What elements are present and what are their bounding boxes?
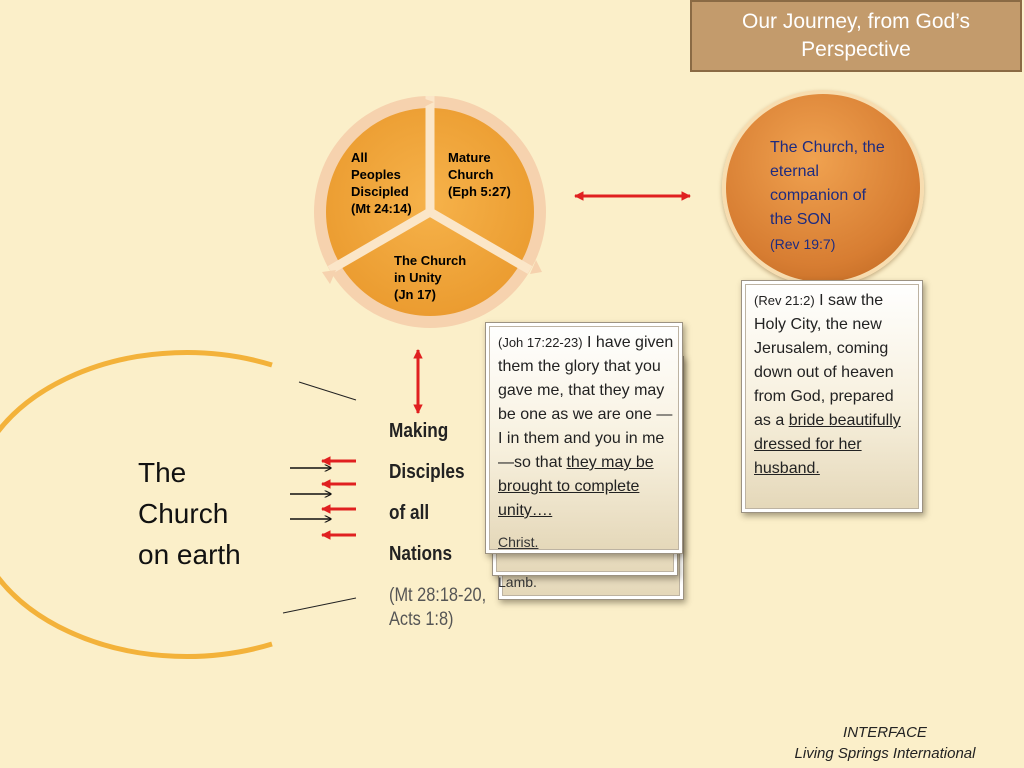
back-card-fragment: Christ.: [498, 534, 539, 550]
making-disciples-text: [389, 414, 484, 578]
son-line: companion of: [770, 187, 867, 204]
segment-line: The Church: [394, 253, 467, 268]
footer-line-2: Living Springs International: [794, 745, 976, 762]
making-line: Nations: [389, 543, 453, 565]
title-line-2: Perspective: [801, 38, 911, 61]
title-box: [690, 0, 1022, 72]
footer: [770, 722, 1000, 764]
segment-line: in Unity: [394, 270, 442, 285]
son-circle-text: [770, 136, 920, 256]
john-card-text: I have given them the glory that you gave me, that they may be one as we are one — I in them and you in me—so that: [498, 334, 674, 471]
making-line: Making: [389, 420, 449, 442]
segment-line: Mature: [448, 150, 491, 165]
footer-line-1: INTERFACE: [843, 724, 927, 741]
ref-line: (Mt 28:18-20,: [389, 585, 487, 606]
making-line: Disciples: [389, 461, 465, 483]
segment-line: Discipled: [351, 184, 409, 199]
john-card-reference: (Joh 17:22-23): [498, 335, 583, 350]
segment-line: Church: [448, 167, 494, 182]
church-earth-line: The: [138, 457, 187, 488]
connector-line: [299, 382, 356, 400]
segment-line: Peoples: [351, 167, 401, 182]
church-earth-line: on earth: [138, 539, 241, 570]
rev-card-text: I saw the Holy City, the new Jerusalem, coming down out of heaven from God, prepared as a: [754, 292, 894, 429]
church-on-earth-label: [138, 452, 298, 575]
great-commission-reference: [389, 584, 518, 632]
segment-line: (Jn 17): [394, 287, 436, 302]
connector-line: [283, 598, 356, 613]
rev-scripture-card: [741, 280, 923, 513]
john-scripture-card: [485, 322, 683, 554]
ref-line: Acts 1:8): [389, 609, 454, 630]
title-line-1: Our Journey, from God’s: [742, 10, 970, 33]
back-card-fragment: Lamb.: [498, 574, 537, 590]
cycle-arrow-icon: [322, 270, 336, 284]
segment-line: All: [351, 150, 368, 165]
son-line: the SON: [770, 211, 832, 228]
church-earth-line: Church: [138, 498, 229, 529]
son-line: eternal: [770, 163, 819, 180]
son-reference: (Rev 19:7): [770, 236, 836, 252]
rev-card-reference: (Rev 21:2): [754, 293, 815, 308]
son-line: The Church, the: [770, 139, 885, 156]
segment-line: (Eph 5:27): [448, 184, 511, 199]
segment-line: (Mt 24:14): [351, 201, 412, 216]
cycle-diagram: [300, 92, 560, 352]
rev-card-underlined: bride beautifully dressed for her husband.: [754, 412, 901, 477]
making-line: of all: [389, 502, 430, 524]
john-card-underlined: they may be brought to complete unity….: [498, 454, 654, 519]
